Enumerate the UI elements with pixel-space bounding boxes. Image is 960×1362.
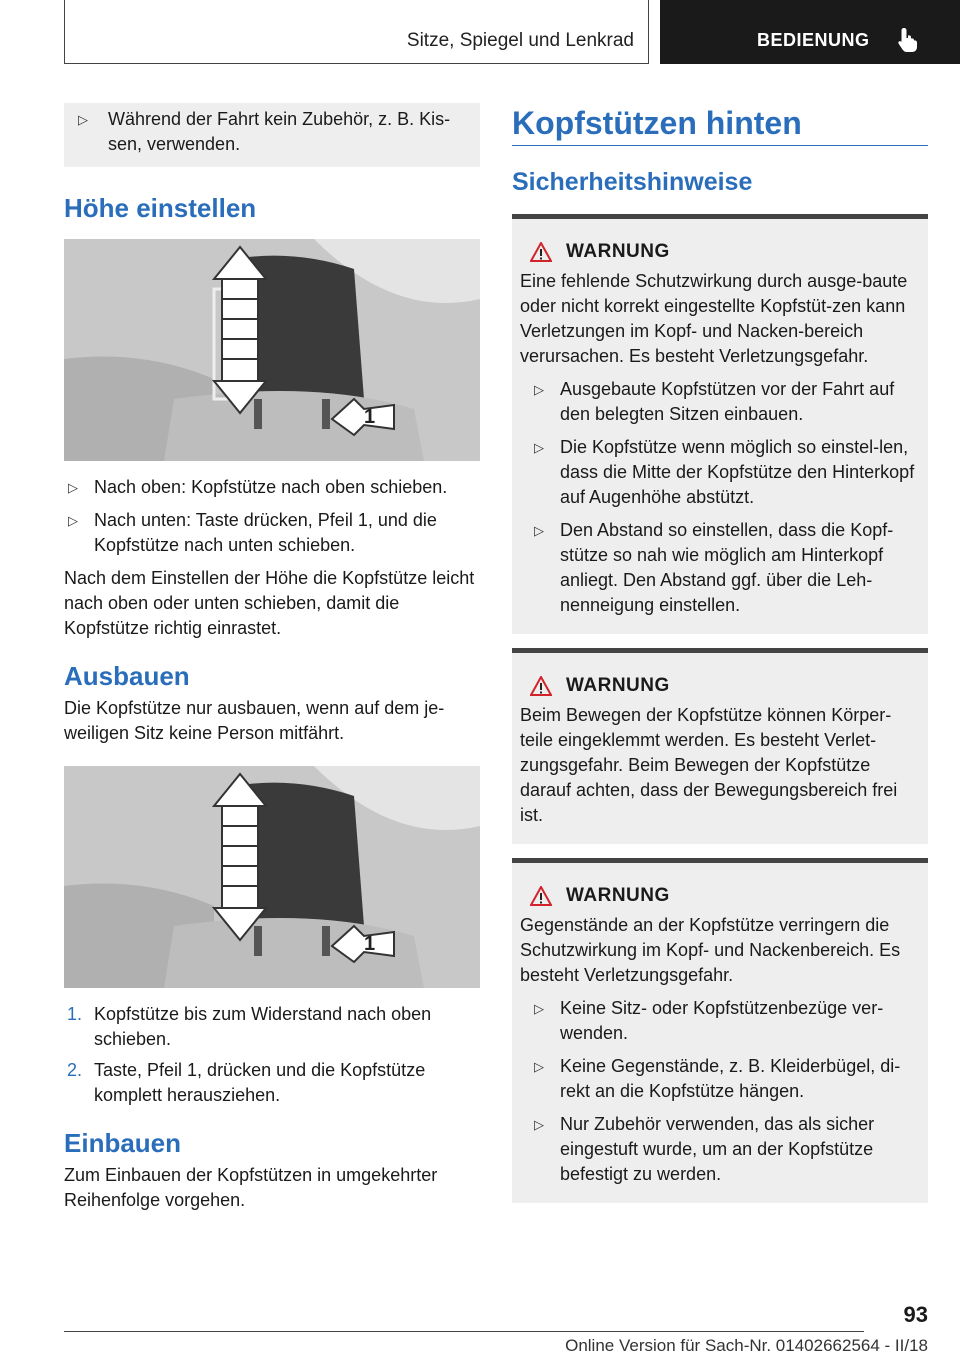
main-heading: Kopfstützen hinten (512, 105, 802, 141)
list-item-text: Nach oben: Kopfstütze nach oben schieben. (94, 477, 448, 497)
warning-triangle-icon (530, 676, 552, 696)
list-item-text: Nach unten: Taste drücken, Pfeil 1, und die Kopfstütze nach unten schieben. (94, 510, 437, 555)
triangle-bullet-icon: ▷ (534, 1059, 544, 1074)
height-paragraph: Nach dem Einstellen der Höhe die Kopfstütze leicht nach oben oder unten schieben, damit die Kopfstütze richtig einrastet. (64, 568, 475, 638)
left-column (64, 103, 480, 1213)
install-paragraph: Zum Einbauen der Kopfstützen in umgekehrter Reihenfolge vorgehen. (64, 1165, 438, 1210)
warning-header (530, 675, 920, 697)
sub-heading: Sicherheitshinweise (512, 168, 753, 196)
step-text: Taste, Pfeil 1, drücken und die Kopfstütze komplett herausziehen. (94, 1060, 426, 1105)
headrest-illustration (64, 239, 480, 461)
warning-text: Gegenstände an der Kopfstütze verringern die Schutzwirkung im Kopf- und Nackenbereich. Es besteht Verletzungsgefahr. (520, 915, 901, 985)
height-heading: Höhe einstellen (64, 193, 257, 223)
arrow-label: 1 (364, 406, 376, 428)
section-title: Sitze, Spiegel und Lenkrad (406, 30, 634, 51)
list-item (530, 1054, 920, 1104)
warning-list (520, 996, 920, 1187)
chapter-label: BEDIENUNG (757, 30, 870, 50)
headrest-remove-photo (64, 766, 480, 988)
headrest-height-photo (64, 239, 480, 461)
list-item (530, 996, 920, 1046)
warning-triangle-icon (530, 886, 552, 906)
warning-triangle-icon (530, 242, 552, 262)
list-item (64, 475, 480, 500)
heading-rule (512, 145, 928, 146)
list-item (530, 518, 920, 618)
online-version-note: Online Version für Sach-Nr. 01402662564 - II/18 (565, 1336, 928, 1355)
list-item-text: Nur Zubehör verwenden, das als sicher eingestuft wurde, um an der Kopfstütze befestigt zu werden. (560, 1114, 875, 1184)
warning-header (530, 885, 920, 907)
warning-list (520, 377, 920, 618)
intro-item-text: Während der Fahrt kein Zubehör, z. B. Kis-sen, verwenden. (108, 109, 451, 154)
warning-header (530, 241, 920, 263)
list-item (530, 435, 920, 510)
warning-text: Eine fehlende Schutzwirkung durch ausge-baute oder nicht korrekt eingestellte Kopfstüt-zen kann Verletzungen im Kopf- und Nacken-bereich verursachen. Es besteht Verletzungsgefahr. (520, 271, 908, 366)
page-number: 93 (903, 1302, 928, 1327)
triangle-bullet-icon: ▷ (68, 513, 78, 528)
footer-rule (64, 1331, 864, 1332)
chapter-tab[interactable] (660, 0, 960, 64)
list-item (64, 508, 480, 558)
list-item-text: Keine Sitz- oder Kopfstützenbezüge ver-wenden. (560, 998, 884, 1043)
list-item (64, 1002, 480, 1052)
list-item-text: Keine Gegenstände, z. B. Kleiderbügel, di-rekt an die Kopfstütze hängen. (560, 1056, 901, 1101)
triangle-bullet-icon: ▷ (534, 1001, 544, 1016)
install-heading: Einbauen (64, 1128, 182, 1158)
step-text: Kopfstütze bis zum Widerstand nach oben schieben. (94, 1004, 432, 1049)
remove-heading: Ausbauen (64, 661, 190, 691)
list-item (74, 107, 466, 157)
triangle-bullet-icon: ▷ (534, 382, 544, 397)
list-item-text: Den Abstand so einstellen, dass die Kopf-stütze so nah wie möglich am Hinterkopf anliegt. Den Abstand ggf. über die Leh-nenneigung einstellen. (560, 520, 894, 615)
list-item (64, 1058, 480, 1108)
right-column (512, 103, 928, 1203)
warning-title: WARNUNG (566, 241, 670, 262)
headrest-illustration (64, 766, 480, 988)
triangle-bullet-icon: ▷ (534, 1117, 544, 1132)
header-divider-right (648, 0, 649, 64)
list-item (530, 1112, 920, 1187)
warning-title: WARNUNG (566, 885, 670, 906)
intro-note-box (64, 103, 480, 167)
warning-box-3 (512, 858, 928, 1203)
warning-text: Beim Bewegen der Kopfstütze können Körper-teile eingeklemmt werden. Es besteht Verlet-zungsgefahr. Beim Bewegen der Kopfstütze darauf achten, dass der Bewegungsbereich frei ist. (520, 705, 898, 825)
list-item (530, 377, 920, 427)
triangle-bullet-icon: ▷ (78, 112, 88, 127)
arrow-label: 1 (364, 933, 376, 955)
header-underline (64, 63, 649, 64)
step-number: 1. (67, 1004, 83, 1024)
header-divider-left (64, 0, 65, 64)
warning-title: WARNUNG (566, 675, 670, 696)
hand-pointer-icon (896, 26, 922, 54)
triangle-bullet-icon: ▷ (68, 480, 78, 495)
remove-paragraph: Die Kopfstütze nur ausbauen, wenn auf dem je-weiligen Sitz keine Person mitfährt. (64, 698, 445, 743)
list-item-text: Die Kopfstütze wenn möglich so einstel-len, dass die Mitte der Kopfstütze den Hinterkopf auf Augenhöhe abstützt. (560, 437, 915, 507)
warning-box-2 (512, 648, 928, 844)
warning-box-1 (512, 214, 928, 634)
triangle-bullet-icon: ▷ (534, 523, 544, 538)
step-number: 2. (67, 1060, 83, 1080)
triangle-bullet-icon: ▷ (534, 440, 544, 455)
remove-steps (64, 1002, 480, 1108)
height-list (64, 475, 480, 558)
list-item-text: Ausgebaute Kopfstützen vor der Fahrt auf den belegten Sitzen einbauen. (560, 379, 895, 424)
